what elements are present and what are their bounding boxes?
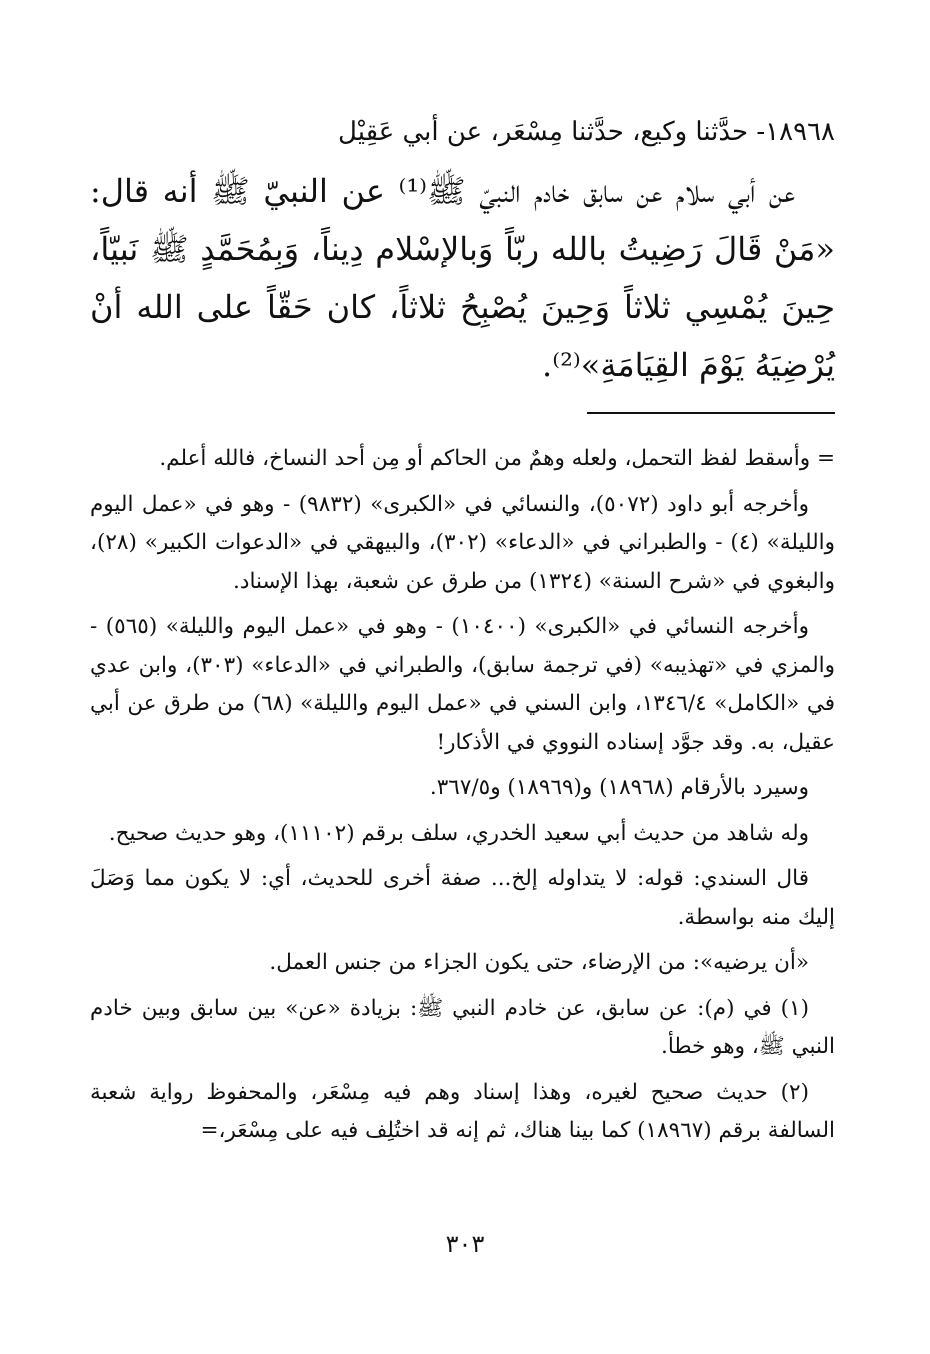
footnote-paragraph: «أن يرضيه»: من الإرضاء، حتى يكون الجزاء من جنس العمل. [269, 950, 809, 975]
footnotes [90, 440, 835, 1151]
page-number: ٣٠٣ [445, 1230, 485, 1258]
hadith-heading: ١٨٩٦٨- حدَّثنا وكيع، حدَّثنا مِسْعَر، عن أبي عَقِيْل [338, 117, 835, 147]
footnote-paragraph: وأخرجه النسائي في «الكبرى» (١٠٤٠٠) - وهو في «عمل اليوم والليلة» (٥٦٥) - والمزي في «تهذيبه» (في ترجمة سابق)، والطبراني في «الدعاء» (٣٠٣)، وابن عدي في «الكامل» ١٣٤٦/٤، وابن السني في «عمل اليوم والليلة» (٦٨) من طرق عن أبي عقيل، به. وقد جوَّد إسناده النووي في الأذكار! [90, 614, 836, 755]
footnote-paragraph: وله شاهد من حديث أبي سعيد الخدري، سلف برقم (١١١٠٢)، وهو حديث صحيح. [108, 820, 809, 846]
footnote-paragraph: قال السندي: قوله: لا يتداوله إلخ... صفة أخرى للحديث، أي: لا يكون مما وَصَلَ إليك منه بواسطة. [90, 866, 835, 930]
hadith-text [90, 162, 835, 394]
footnote-divider [587, 412, 835, 414]
footnote-1: (١) في (م): عن سابق، عن خادم النبي ﷺ: بزيادة «عن» بين سابق وبين خادم النبي ﷺ، وهو خطأ. [90, 995, 835, 1059]
footnote-continuation: = وأسقط لفظ التحمل، ولعله وهمٌ من الحاكم أو مِن أحد النساخ، فالله أعلم. [159, 446, 835, 471]
footnote-paragraph: وأخرجه أبو داود (٥٠٧٢)، والنسائي في «الكبرى» (٩٨٣٢) - وهو في «عمل اليوم والليلة» (٤) - والطبراني في «الدعاء» (٣٠٢)، والبيهقي في «الدعوات الكبير» (٢٨)، والبغوي في «شرح السنة» (١٣٢٤) من طرق عن شعبة، بهذا الإسناد. [90, 491, 835, 594]
hadith-body-text: عن أبي سلام عن سابق خادم النبيّ ﷺ⁽¹⁾ عن النبيّ ﷺ أنه قال: «مَنْ قَالَ رَضِيتُ بالله ربّاً وَبالإسْلام دِيناً، وَبِمُحَمَّدٍ ﷺ نَبيّاً، حِينَ يُمْسِي ثلاثاً وَحِينَ يُصْبِحُ ثلاثاً، كان حَقّاً على الله أنْ يُرْضِيَهُ يَوْمَ القِيَامَةِ»⁽²⁾. [90, 172, 835, 384]
footnote-2: (٢) حديث صحيح لغيره، وهذا إسناد وهم فيه مِسْعَر، والمحفوظ رواية شعبة السالفة برقم (١٨٩٦٧) كما بينا هناك، ثم إنه قد اختُلِف فيه على مِسْعَر،= [90, 1079, 835, 1143]
hadith-block [90, 102, 835, 394]
footnote-paragraph: وسيرد بالأرقام (١٨٩٦٨) و(١٨٩٦٩) و٣٦٧/٥. [429, 775, 809, 800]
